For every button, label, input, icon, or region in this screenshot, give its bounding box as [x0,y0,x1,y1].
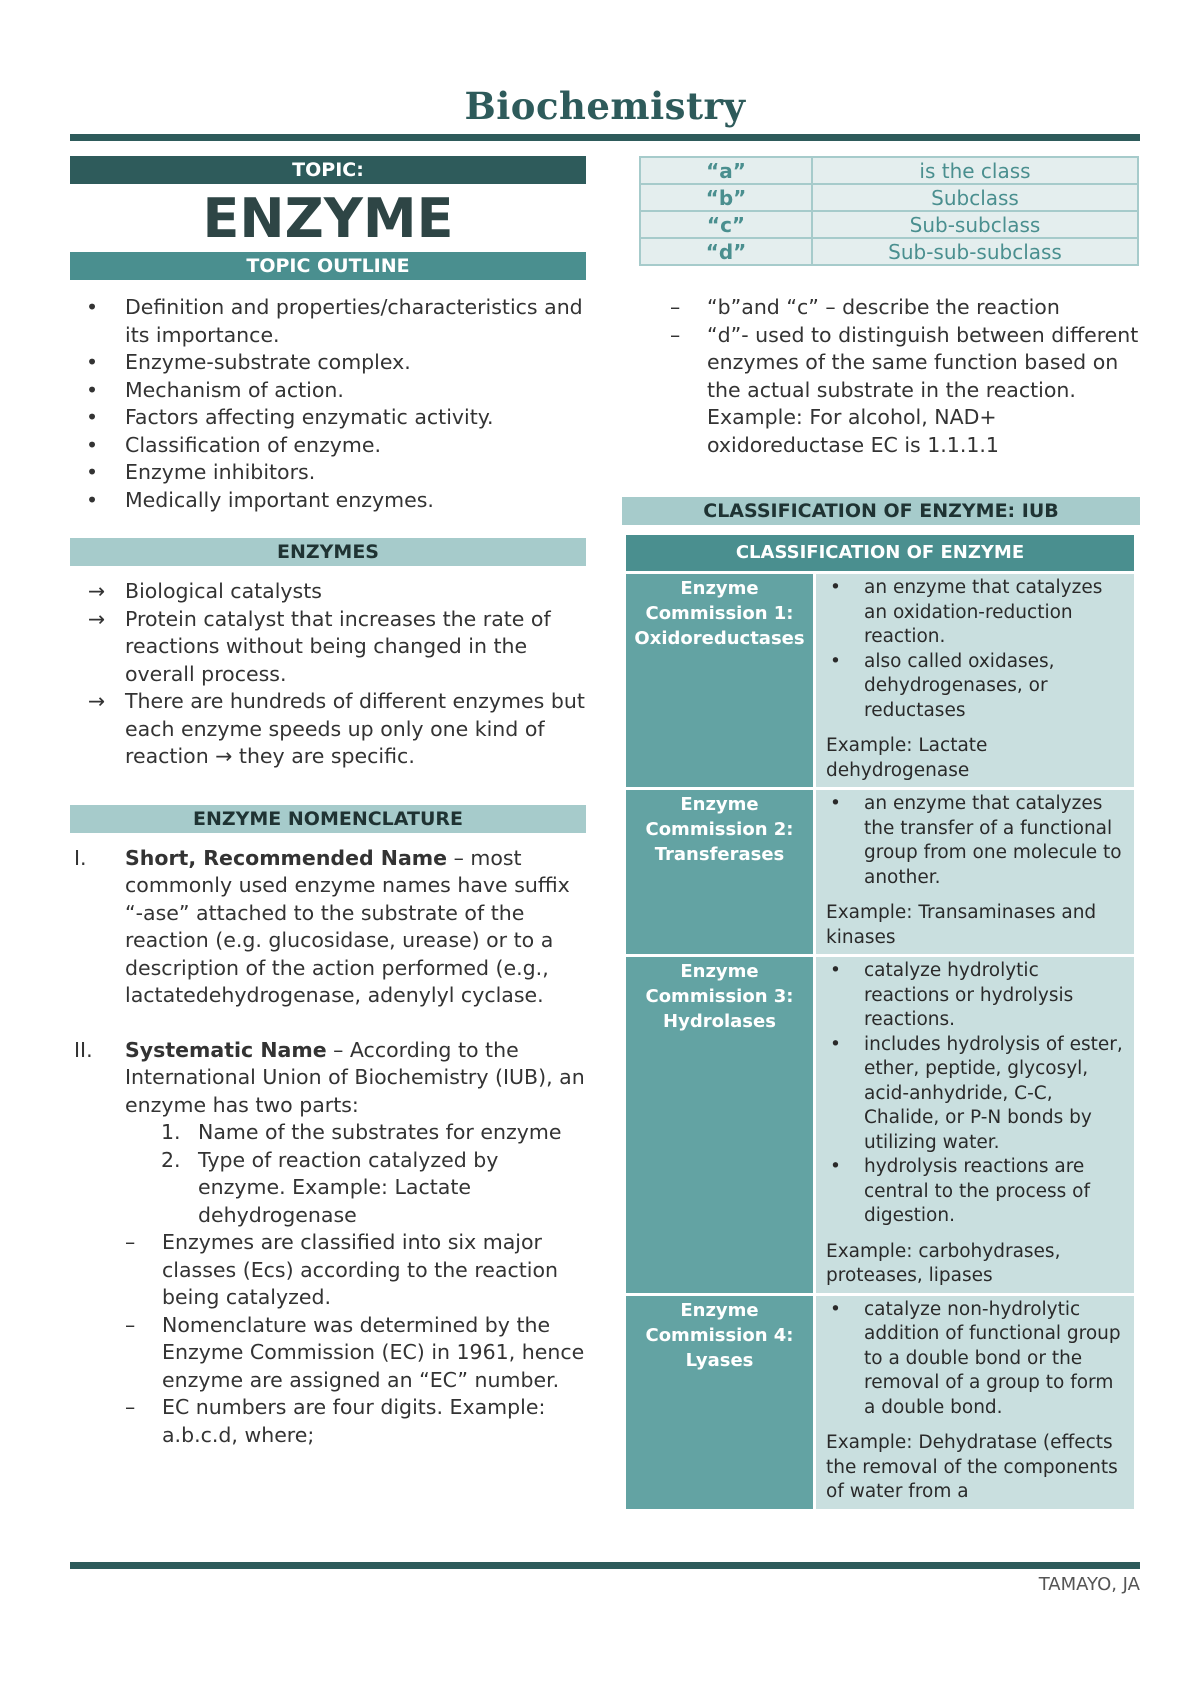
class-example: Example: Transaminases and kinases [826,902,1097,948]
table-row [626,1293,1134,1509]
classification-table [626,535,1134,1509]
class-label: Enzyme Commission 3: Hydrolases [626,957,816,1293]
enzymes-heading: ENZYMES [70,538,586,566]
list-item: • hydrolysis reactions are central to the process of digestion. [826,1155,1128,1229]
term: Short, Recommended Name [125,845,448,870]
list-item: • Mechanism of action. [70,377,586,405]
notes-list [125,1229,586,1449]
arrow-icon: → [88,579,106,603]
arrow-icon: → [88,606,106,631]
list-item: – “b”and “c” – describe the reaction [670,295,1060,319]
class-label: Enzyme Commission 4: Lyases [626,1296,816,1509]
list-item: 1. Name of the substrates for enzyme [161,1120,562,1144]
table-row: “d” Sub-sub-subclass [640,238,1138,265]
list-item: • Enzyme inhibitors. [70,459,586,487]
classification-table-wrapper [622,525,1140,1551]
list-item: → There are hundreds of different enzymes but each enzyme speeds up only one kind of reaction → they are specific. [88,689,585,768]
nomenclature-section [70,845,586,1450]
list-item: → Biological catalysts [70,578,586,606]
nomenclature-item-short [70,845,586,1010]
list-item: • also called oxidases, dehydrogenases, or reductases [826,650,1128,724]
topic-outline-heading: TOPIC OUTLINE [70,252,586,280]
list-numeral: II. [74,1037,93,1062]
table-row: “c” Sub-subclass [640,211,1138,238]
definition: – most commonly used enzyme names have suffix “-ase” attached to the substrate of the reaction (e.g. glucosidase, urease) or to a description of the action performed (e.g., lactatedehydrogenase, adenylyl cyclase. [125,845,570,1007]
right-column [622,156,1140,1551]
nomenclature-heading: ENZYME NOMENCLATURE [70,805,586,833]
header-rule [70,134,1140,141]
enzymes-list [70,578,586,771]
list-item: • Definition and properties/characteristics and its importance. [70,294,586,349]
list-item: → Protein catalyst that increases the rate of reactions without being changed in the overall process. [88,606,551,686]
table-row [626,571,1134,787]
class-example: Example: carbohydrases, proteases, lipases [826,1240,1061,1286]
list-item: • Medically important enzymes. [70,487,586,515]
ec-code-table [639,156,1139,266]
left-column [70,156,586,1449]
class-description [816,790,1134,954]
list-item: • an enzyme that catalyzes the transfer of a functional group from one molecule to another. [826,792,1128,890]
footer-rule [70,1562,1140,1569]
topic-label: TOPIC: [70,156,586,184]
list-item: – Nomenclature was determined by the Enzyme Commission (EC) in 1961, hence enzyme are assigned an “EC” number. [125,1312,585,1392]
classification-table-caption: CLASSIFICATION OF ENZYME [626,535,1134,571]
list-item: • Enzyme-substrate complex. [70,349,586,377]
class-example: Example: Lactate dehydrogenase [826,735,988,781]
table-row: “a” is the class [640,157,1138,184]
table-row: “b” Subclass [640,184,1138,211]
ec-notes-list [622,294,1140,459]
parts-list [125,1119,586,1229]
topic-name: ENZYME [202,187,454,250]
page-title: Biochemistry [464,84,746,128]
class-description [816,957,1134,1293]
term: Systematic Name [125,1037,327,1062]
class-label: Enzyme Commission 1: Oxidoreductases [626,574,816,787]
class-label: Enzyme Commission 2: Transferases [626,790,816,954]
list-item: • catalyze hydrolytic reactions or hydrolysis reactions. [826,959,1128,1033]
table-row [626,954,1134,1293]
classification-heading: CLASSIFICATION OF ENZYME: IUB [622,497,1140,525]
class-description [816,1296,1134,1509]
list-item: • an enzyme that catalyzes an oxidation-reduction reaction. [826,576,1128,650]
list-item: • Classification of enzyme. [70,432,586,460]
topic-outline-list [70,294,586,514]
list-item: • Factors affecting enzymatic activity. [70,404,586,432]
list-item: – Enzymes are classified into six major classes (Ecs) according to the reaction being catalyzed. [125,1230,559,1309]
definition: – According to the International Union of Biochemistry (IUB), an enzyme has two parts: [125,1037,585,1117]
list-item: – “d”- used to distinguish between different enzymes of the same function based on the actual substrate in the reaction. Example: For alcohol, NAD+ oxidoreductase EC is 1.1.1.1 [670,322,1139,457]
list-item: • catalyze non-hydrolytic addition of functional group to a double bond or the removal of a group to form a double bond. [826,1298,1128,1421]
nomenclature-item-systematic [70,1037,586,1450]
list-item: – EC numbers are four digits. Example: a.b.c.d, where; [125,1395,546,1447]
table-row [626,787,1134,954]
footer-author: TAMAYO, JA [1038,1574,1140,1595]
class-example: Example: Dehydratase (effects the removal of the components of water from a [826,1432,1118,1502]
list-numeral: I. [74,845,87,870]
class-description [816,574,1134,787]
list-item: 2. Type of reaction catalyzed by enzyme. Example: Lactate dehydrogenase [161,1147,499,1227]
arrow-icon: → [88,689,106,713]
list-item: • includes hydrolysis of ester, ether, peptide, glycosyl, acid-anhydride, C-C, Chalide, or P-N bonds by utilizing water. [826,1033,1128,1156]
